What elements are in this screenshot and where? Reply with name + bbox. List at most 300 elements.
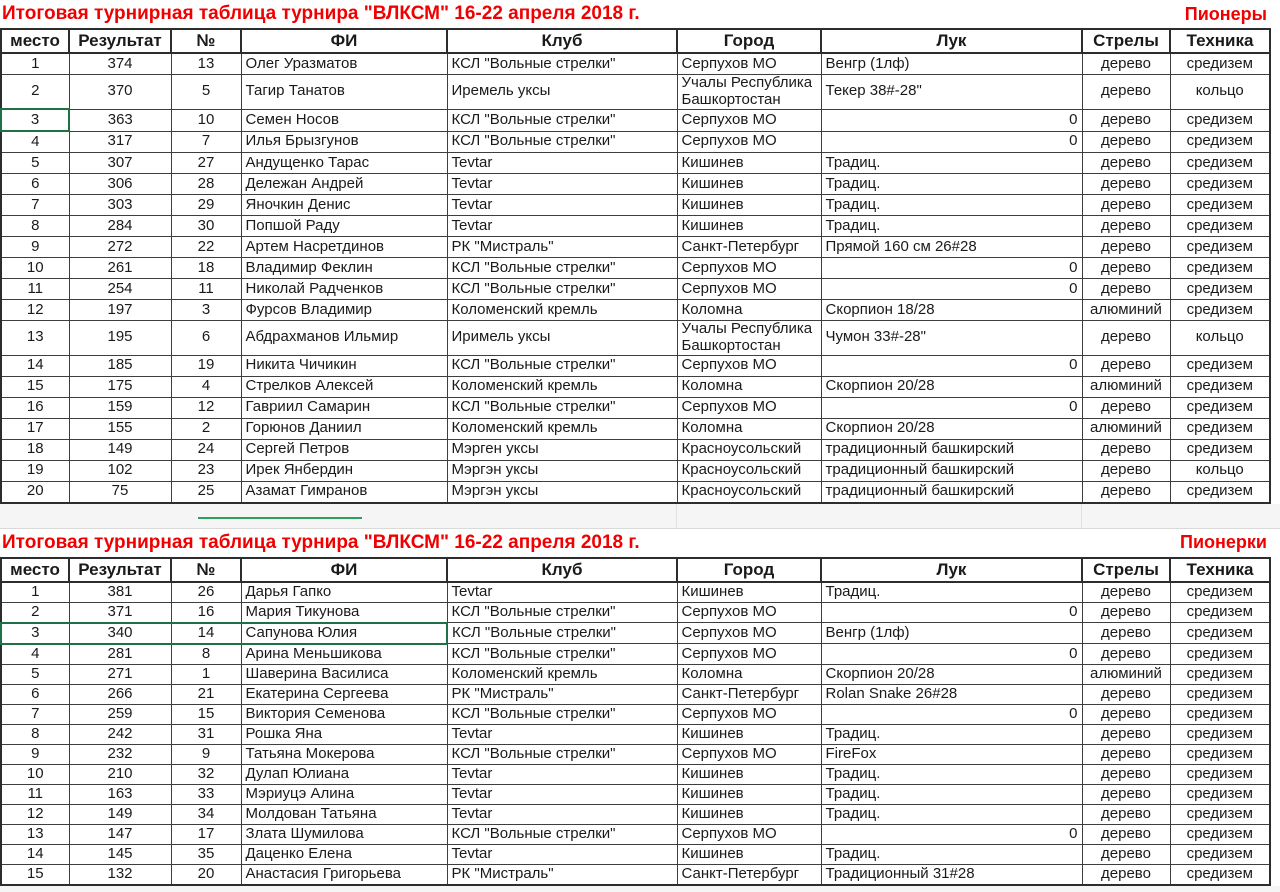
cell-technique[interactable]: средизем [1170,279,1270,300]
cell-bow[interactable]: Традиц. [821,174,1082,195]
cell-result[interactable]: 163 [69,784,171,804]
column-header-city[interactable]: Город [677,29,821,53]
cell-name[interactable]: Илья Брызгунов [241,131,447,153]
cell-arrows[interactable]: дерево [1082,784,1170,804]
cell-name[interactable]: Яночкин Денис [241,195,447,216]
cell-technique[interactable]: средизем [1170,300,1270,321]
cell-number[interactable]: 20 [171,864,241,885]
cell-number[interactable]: 30 [171,216,241,237]
column-header-place[interactable]: место [1,29,69,53]
cell-city[interactable]: Кишинев [677,724,821,744]
column-header-club[interactable]: Клуб [447,558,677,582]
cell-city[interactable]: Серпухов МО [677,258,821,279]
cell-club[interactable]: КСЛ "Вольные стрелки" [447,355,677,376]
cell-number[interactable]: 18 [171,258,241,279]
cell-bow[interactable]: Прямой 160 см 26#28 [821,237,1082,258]
cell-city[interactable]: Кишинев [677,195,821,216]
cell-place[interactable]: 15 [1,376,69,397]
column-header-name[interactable]: ФИ [241,558,447,582]
cell-bow[interactable]: Традиционный 31#28 [821,864,1082,885]
column-header-result[interactable]: Результат [69,558,171,582]
cell-number[interactable]: 29 [171,195,241,216]
cell-technique[interactable]: средизем [1170,355,1270,376]
cell-bow[interactable]: Традиц. [821,804,1082,824]
cell-result[interactable]: 281 [69,644,171,665]
cell-club[interactable]: КСЛ "Вольные стрелки" [447,824,677,844]
cell-arrows[interactable]: дерево [1082,237,1170,258]
cell-bow[interactable]: Традиц. [821,724,1082,744]
column-header-result[interactable]: Результат [69,29,171,53]
cell-club[interactable]: КСЛ "Вольные стрелки" [447,744,677,764]
cell-name[interactable]: Дулап Юлиана [241,764,447,784]
cell-technique[interactable]: средизем [1170,784,1270,804]
cell-result[interactable]: 145 [69,844,171,864]
cell-place[interactable]: 1 [1,53,69,75]
cell-club[interactable]: РК "Мистраль" [447,237,677,258]
cell-name[interactable]: Мэриуцэ Алина [241,784,447,804]
cell-club[interactable]: Коломенский кремль [447,300,677,321]
cell-arrows[interactable]: алюминий [1082,418,1170,439]
cell-place[interactable]: 8 [1,724,69,744]
cell-city[interactable]: Серпухов МО [677,623,821,644]
cell-arrows[interactable]: алюминий [1082,664,1170,684]
cell-club[interactable]: КСЛ "Вольные стрелки" [447,109,677,131]
cell-technique[interactable]: кольцо [1170,460,1270,481]
column-header-number[interactable]: № [171,558,241,582]
cell-technique[interactable]: средизем [1170,237,1270,258]
cell-club[interactable]: КСЛ "Вольные стрелки" [447,644,677,665]
cell-result[interactable]: 210 [69,764,171,784]
cell-result[interactable]: 363 [69,109,171,131]
cell-name[interactable]: Олег Уразматов [241,53,447,75]
cell-arrows[interactable]: дерево [1082,258,1170,279]
cell-club[interactable]: Tevtar [447,764,677,784]
cell-number[interactable]: 27 [171,153,241,174]
cell-arrows[interactable]: дерево [1082,684,1170,704]
cell-arrows[interactable]: дерево [1082,279,1170,300]
cell-arrows[interactable]: дерево [1082,195,1170,216]
cell-result[interactable]: 232 [69,744,171,764]
cell-number[interactable]: 34 [171,804,241,824]
cell-arrows[interactable]: дерево [1082,602,1170,623]
column-header-city[interactable]: Город [677,558,821,582]
cell-place[interactable]: 13 [1,824,69,844]
cell-result[interactable]: 374 [69,53,171,75]
cell-result[interactable]: 317 [69,131,171,153]
cell-number[interactable]: 11 [171,279,241,300]
cell-bow[interactable]: Скорпион 18/28 [821,300,1082,321]
cell-arrows[interactable]: дерево [1082,216,1170,237]
cell-technique[interactable]: средизем [1170,644,1270,665]
cell-place[interactable]: 8 [1,216,69,237]
cell-club[interactable]: Tevtar [447,784,677,804]
cell-result[interactable]: 371 [69,602,171,623]
cell-place[interactable]: 4 [1,644,69,665]
cell-number[interactable]: 4 [171,376,241,397]
cell-number[interactable]: 10 [171,109,241,131]
cell-city[interactable]: Санкт-Петербург [677,684,821,704]
cell-club[interactable]: Tevtar [447,174,677,195]
cell-result[interactable]: 259 [69,704,171,724]
cell-arrows[interactable]: дерево [1082,355,1170,376]
cell-bow[interactable]: Скорпион 20/28 [821,664,1082,684]
cell-number[interactable]: 12 [171,397,241,418]
cell-club[interactable]: Tevtar [447,582,677,603]
cell-arrows[interactable]: алюминий [1082,300,1170,321]
cell-name[interactable]: Горюнов Даниил [241,418,447,439]
cell-technique[interactable]: средизем [1170,376,1270,397]
cell-number[interactable]: 13 [171,53,241,75]
cell-bow[interactable]: Rolan Snake 26#28 [821,684,1082,704]
cell-number[interactable]: 14 [171,623,241,644]
cell-name[interactable]: Тагир Танатов [241,75,447,110]
cell-result[interactable]: 75 [69,481,171,503]
cell-club[interactable]: Коломенский кремль [447,376,677,397]
cell-arrows[interactable]: дерево [1082,623,1170,644]
cell-result[interactable]: 266 [69,684,171,704]
cell-place[interactable]: 10 [1,764,69,784]
cell-place[interactable]: 6 [1,684,69,704]
cell-number[interactable]: 5 [171,75,241,110]
cell-technique[interactable]: средизем [1170,704,1270,724]
cell-technique[interactable]: средизем [1170,582,1270,603]
cell-technique[interactable]: средизем [1170,481,1270,503]
cell-bow[interactable]: Скорпион 20/28 [821,418,1082,439]
cell-city[interactable]: Серпухов МО [677,279,821,300]
cell-number[interactable]: 1 [171,664,241,684]
cell-name[interactable]: Шаверина Василиса [241,664,447,684]
cell-technique[interactable]: средизем [1170,824,1270,844]
cell-club[interactable]: Tevtar [447,216,677,237]
cell-arrows[interactable]: дерево [1082,844,1170,864]
cell-bow[interactable]: 0 [821,279,1082,300]
cell-bow[interactable]: Венгр (1лф) [821,53,1082,75]
cell-number[interactable]: 17 [171,824,241,844]
cell-bow[interactable]: 0 [821,824,1082,844]
cell-place[interactable]: 2 [1,75,69,110]
cell-place[interactable]: 7 [1,704,69,724]
cell-result[interactable]: 155 [69,418,171,439]
cell-club[interactable]: Tevtar [447,724,677,744]
cell-number[interactable]: 21 [171,684,241,704]
cell-arrows[interactable]: дерево [1082,131,1170,153]
cell-club[interactable]: Tevtar [447,195,677,216]
cell-place[interactable]: 7 [1,195,69,216]
cell-name[interactable]: Мария Тикунова [241,602,447,623]
cell-name[interactable]: Гавриил Самарин [241,397,447,418]
cell-number[interactable]: 33 [171,784,241,804]
cell-arrows[interactable]: дерево [1082,321,1170,356]
cell-arrows[interactable]: дерево [1082,764,1170,784]
cell-result[interactable]: 340 [69,623,171,644]
cell-number[interactable]: 31 [171,724,241,744]
cell-result[interactable]: 132 [69,864,171,885]
cell-bow[interactable]: Традиц. [821,195,1082,216]
cell-place[interactable]: 4 [1,131,69,153]
cell-city[interactable]: Серпухов МО [677,602,821,623]
cell-arrows[interactable]: дерево [1082,864,1170,885]
cell-city[interactable]: Кишинев [677,153,821,174]
cell-bow[interactable]: 0 [821,109,1082,131]
cell-city[interactable]: Кишинев [677,804,821,824]
cell-club[interactable]: Tevtar [447,844,677,864]
cell-bow[interactable]: Скорпион 20/28 [821,376,1082,397]
cell-place[interactable]: 9 [1,744,69,764]
cell-technique[interactable]: средизем [1170,153,1270,174]
cell-number[interactable]: 32 [171,764,241,784]
cell-club[interactable]: Tevtar [447,153,677,174]
cell-technique[interactable]: средизем [1170,418,1270,439]
cell-arrows[interactable]: дерево [1082,460,1170,481]
cell-name[interactable]: Рошка Яна [241,724,447,744]
column-header-arrows[interactable]: Стрелы [1082,29,1170,53]
cell-city[interactable]: Кишинев [677,764,821,784]
cell-city[interactable]: Кишинев [677,216,821,237]
cell-bow[interactable]: традиционный башкирский [821,481,1082,503]
cell-name[interactable]: Ирек Янбердин [241,460,447,481]
cell-name[interactable]: Виктория Семенова [241,704,447,724]
cell-club[interactable]: КСЛ "Вольные стрелки" [447,279,677,300]
cell-name[interactable]: Азамат Гимранов [241,481,447,503]
cell-name[interactable]: Артем Насретдинов [241,237,447,258]
cell-club[interactable]: Tevtar [447,804,677,824]
column-header-name[interactable]: ФИ [241,29,447,53]
cell-technique[interactable]: средизем [1170,258,1270,279]
cell-number[interactable]: 2 [171,418,241,439]
cell-city[interactable]: Красноусольский [677,481,821,503]
cell-place[interactable]: 5 [1,153,69,174]
column-header-technique[interactable]: Техника [1170,29,1270,53]
cell-place[interactable]: 10 [1,258,69,279]
cell-place[interactable]: 3 [1,109,69,131]
cell-city[interactable]: Серпухов МО [677,824,821,844]
cell-club[interactable]: КСЛ "Вольные стрелки" [447,53,677,75]
cell-result[interactable]: 197 [69,300,171,321]
cell-arrows[interactable]: дерево [1082,397,1170,418]
cell-place[interactable]: 5 [1,664,69,684]
cell-city[interactable]: Красноусольский [677,460,821,481]
cell-city[interactable]: Серпухов МО [677,744,821,764]
cell-city[interactable]: Серпухов МО [677,131,821,153]
cell-club[interactable]: Коломенский кремль [447,664,677,684]
cell-bow[interactable]: традиционный башкирский [821,460,1082,481]
cell-city[interactable]: Красноусольский [677,439,821,460]
cell-technique[interactable]: средизем [1170,623,1270,644]
cell-number[interactable]: 8 [171,644,241,665]
cell-result[interactable]: 147 [69,824,171,844]
cell-place[interactable]: 11 [1,784,69,804]
column-header-technique[interactable]: Техника [1170,558,1270,582]
cell-club[interactable]: Иримель уксы [447,321,677,356]
cell-result[interactable]: 242 [69,724,171,744]
cell-name[interactable]: Николай Радченков [241,279,447,300]
cell-arrows[interactable]: дерево [1082,75,1170,110]
cell-name[interactable]: Андущенко Тарас [241,153,447,174]
cell-name[interactable]: Даценко Елена [241,844,447,864]
cell-club[interactable]: Иремель уксы [447,75,677,110]
cell-bow[interactable]: традиционный башкирский [821,439,1082,460]
cell-name[interactable]: Сергей Петров [241,439,447,460]
cell-place[interactable]: 12 [1,804,69,824]
cell-arrows[interactable]: дерево [1082,53,1170,75]
column-header-club[interactable]: Клуб [447,29,677,53]
cell-number[interactable]: 7 [171,131,241,153]
cell-technique[interactable]: средизем [1170,744,1270,764]
cell-arrows[interactable]: алюминий [1082,376,1170,397]
cell-result[interactable]: 271 [69,664,171,684]
cell-result[interactable]: 307 [69,153,171,174]
cell-number[interactable]: 15 [171,704,241,724]
cell-arrows[interactable]: дерево [1082,481,1170,503]
cell-club[interactable]: КСЛ "Вольные стрелки" [447,623,677,644]
cell-number[interactable]: 24 [171,439,241,460]
cell-club[interactable]: РК "Мистраль" [447,684,677,704]
cell-city[interactable]: Учалы Республика Башкортостан [677,321,821,356]
cell-bow[interactable]: 0 [821,602,1082,623]
cell-city[interactable]: Коломна [677,300,821,321]
cell-result[interactable]: 284 [69,216,171,237]
cell-number[interactable]: 22 [171,237,241,258]
cell-name[interactable]: Дарья Гапко [241,582,447,603]
cell-city[interactable]: Кишинев [677,174,821,195]
cell-technique[interactable]: средизем [1170,109,1270,131]
cell-club[interactable]: Мэргэн уксы [447,460,677,481]
cell-place[interactable]: 3 [1,623,69,644]
cell-club[interactable]: Коломенский кремль [447,418,677,439]
cell-arrows[interactable]: дерево [1082,804,1170,824]
cell-number[interactable]: 3 [171,300,241,321]
cell-number[interactable]: 26 [171,582,241,603]
cell-technique[interactable]: средизем [1170,664,1270,684]
cell-city[interactable]: Коломна [677,418,821,439]
cell-technique[interactable]: средизем [1170,397,1270,418]
cell-technique[interactable]: средизем [1170,53,1270,75]
cell-result[interactable]: 370 [69,75,171,110]
cell-result[interactable]: 149 [69,804,171,824]
cell-arrows[interactable]: дерево [1082,109,1170,131]
cell-place[interactable]: 12 [1,300,69,321]
cell-number[interactable]: 6 [171,321,241,356]
cell-bow[interactable]: 0 [821,355,1082,376]
cell-arrows[interactable]: дерево [1082,439,1170,460]
cell-place[interactable]: 19 [1,460,69,481]
cell-club[interactable]: Мэрген уксы [447,439,677,460]
cell-name[interactable]: Екатерина Сергеева [241,684,447,704]
cell-place[interactable]: 11 [1,279,69,300]
cell-bow[interactable]: Традиц. [821,844,1082,864]
cell-arrows[interactable]: дерево [1082,824,1170,844]
cell-number[interactable]: 19 [171,355,241,376]
cell-name[interactable]: Анастасия Григорьева [241,864,447,885]
cell-result[interactable]: 303 [69,195,171,216]
cell-arrows[interactable]: дерево [1082,582,1170,603]
column-header-bow[interactable]: Лук [821,558,1082,582]
cell-club[interactable]: РК "Мистраль" [447,864,677,885]
cell-city[interactable]: Серпухов МО [677,53,821,75]
cell-city[interactable]: Санкт-Петербург [677,864,821,885]
cell-number[interactable]: 25 [171,481,241,503]
cell-name[interactable]: Абдрахманов Ильмир [241,321,447,356]
cell-arrows[interactable]: дерево [1082,704,1170,724]
cell-technique[interactable]: средизем [1170,844,1270,864]
cell-result[interactable]: 195 [69,321,171,356]
cell-bow[interactable]: Текер 38#-28" [821,75,1082,110]
cell-result[interactable]: 381 [69,582,171,603]
cell-club[interactable]: КСЛ "Вольные стрелки" [447,397,677,418]
cell-name[interactable]: Никита Чичикин [241,355,447,376]
cell-place[interactable]: 14 [1,844,69,864]
cell-arrows[interactable]: дерево [1082,153,1170,174]
cell-technique[interactable]: средизем [1170,195,1270,216]
cell-result[interactable]: 272 [69,237,171,258]
cell-result[interactable]: 261 [69,258,171,279]
cell-technique[interactable]: средизем [1170,602,1270,623]
cell-result[interactable]: 175 [69,376,171,397]
cell-bow[interactable]: Традиц. [821,153,1082,174]
column-header-number[interactable]: № [171,29,241,53]
cell-result[interactable]: 306 [69,174,171,195]
cell-name[interactable]: Стрелков Алексей [241,376,447,397]
cell-technique[interactable]: кольцо [1170,75,1270,110]
cell-name[interactable]: Злата Шумилова [241,824,447,844]
cell-city[interactable]: Серпухов МО [677,355,821,376]
cell-number[interactable]: 23 [171,460,241,481]
cell-name[interactable]: Владимир Феклин [241,258,447,279]
cell-place[interactable]: 1 [1,582,69,603]
cell-club[interactable]: КСЛ "Вольные стрелки" [447,704,677,724]
cell-technique[interactable]: средизем [1170,174,1270,195]
cell-city[interactable]: Кишинев [677,582,821,603]
cell-technique[interactable]: средизем [1170,439,1270,460]
cell-place[interactable]: 13 [1,321,69,356]
cell-place[interactable]: 15 [1,864,69,885]
cell-place[interactable]: 6 [1,174,69,195]
cell-club[interactable]: Мэргэн уксы [447,481,677,503]
cell-club[interactable]: КСЛ "Вольные стрелки" [447,602,677,623]
column-header-bow[interactable]: Лук [821,29,1082,53]
cell-name[interactable]: Татьяна Мокерова [241,744,447,764]
cell-bow[interactable]: Традиц. [821,764,1082,784]
cell-city[interactable]: Учалы Республика Башкортостан [677,75,821,110]
cell-arrows[interactable]: дерево [1082,744,1170,764]
cell-bow[interactable]: FireFox [821,744,1082,764]
cell-bow[interactable]: Традиц. [821,582,1082,603]
cell-city[interactable]: Коломна [677,664,821,684]
cell-place[interactable]: 18 [1,439,69,460]
cell-number[interactable]: 35 [171,844,241,864]
cell-club[interactable]: КСЛ "Вольные стрелки" [447,258,677,279]
cell-technique[interactable]: средизем [1170,684,1270,704]
cell-result[interactable]: 159 [69,397,171,418]
cell-arrows[interactable]: дерево [1082,644,1170,665]
cell-number[interactable]: 28 [171,174,241,195]
cell-city[interactable]: Серпухов МО [677,109,821,131]
cell-city[interactable]: Коломна [677,376,821,397]
cell-arrows[interactable]: дерево [1082,174,1170,195]
cell-arrows[interactable]: дерево [1082,724,1170,744]
cell-name[interactable]: Попшой Раду [241,216,447,237]
cell-technique[interactable]: средизем [1170,864,1270,885]
cell-technique[interactable]: средизем [1170,216,1270,237]
cell-place[interactable]: 16 [1,397,69,418]
cell-place[interactable]: 9 [1,237,69,258]
cell-place[interactable]: 14 [1,355,69,376]
column-header-arrows[interactable]: Стрелы [1082,558,1170,582]
column-header-place[interactable]: место [1,558,69,582]
cell-bow[interactable]: 0 [821,131,1082,153]
cell-place[interactable]: 2 [1,602,69,623]
cell-bow[interactable]: Венгр (1лф) [821,623,1082,644]
